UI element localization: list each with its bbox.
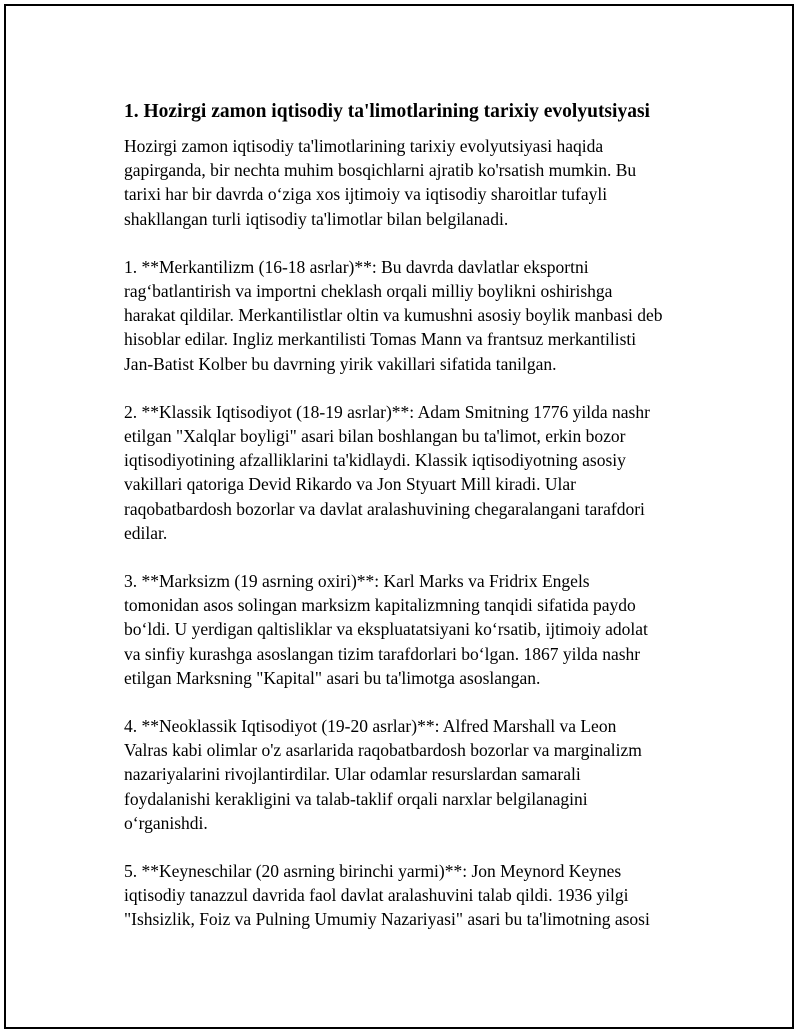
text-line: raqobatbardosh bozorlar va davlat aralashuvining chegaralangani tarafdori — [124, 498, 645, 519]
document-body — [124, 98, 704, 956]
text-line: 3. **Marksizm (19 asrning oxiri)**: Karl Marks va Fridrix Engels — [124, 571, 590, 592]
section-paragraph-5 — [124, 859, 704, 932]
text-line: nazariyalarini rivojlantirdilar. Ular odamlar resurslardan samarali — [124, 764, 581, 785]
text-line: 5. **Keyneschilar (20 asrning birinchi yarmi)**: Jon Meynord Keynes — [124, 861, 622, 882]
text-line: etilgan "Xalqlar boyligi" asari bilan boshlangan bu ta'limot, erkin bozor — [124, 426, 626, 447]
text-line: Jan-Batist Kolber bu davrning yirik vakillari sifatida tanilgan. — [124, 353, 557, 374]
section-paragraph-4 — [124, 714, 704, 835]
text-line: 2. **Klassik Iqtisodiyot (18-19 asrlar)**: Adam Smitning 1776 yilda nashr — [124, 401, 650, 422]
text-line: foydalanishi kerakligini va talab-taklif orqali narxlar belgilanagini — [124, 788, 588, 809]
text-line: Valras kabi olimlar o'z asarlarida raqobatbardosh bozorlar va marginalizm — [124, 740, 642, 761]
intro-paragraph — [124, 134, 704, 231]
text-line: iqtisodiy tanazzul davrida faol davlat aralashuvini talab qildi. 1936 yilgi — [124, 885, 629, 906]
text-line: Hozirgi zamon iqtisodiy ta'limotlarining tarixiy evolyutsiyasi haqida — [124, 136, 604, 156]
text-line: tarixi har bir davrda o‘ziga xos ijtimoiy va iqtisodiy sharoitlar tufayli — [124, 184, 608, 205]
text-line: etilgan Marksning "Kapital" asari bu ta'limotga asoslangan. — [124, 667, 541, 688]
text-line: va sinfiy kurashga asoslangan tizim tarafdorlari bo‘lgan. 1867 yilda nashr — [124, 643, 641, 664]
text-line: edilar. — [124, 522, 168, 543]
text-line: vakillari qatoriga Devid Rikardo va Jon Styuart Mill kiradi. Ular — [124, 474, 576, 495]
section-paragraph-1 — [124, 255, 704, 376]
text-line: iqtisodiyotining afzalliklarini ta'kidlaydi. Klassik iqtisodiyotning asosiy — [124, 450, 626, 471]
text-line: rag‘batlantirish va importni cheklash orqali milliy boylikni oshirishga — [124, 281, 613, 302]
paragraph-list — [124, 134, 704, 932]
text-line: shakllangan turli iqtisodiy ta'limotlar bilan belgilanadi. — [124, 208, 509, 229]
text-line: 1. **Merkantilizm (16-18 asrlar)**: Bu davrda davlatlar eksportni — [124, 256, 589, 277]
text-line: gapirganda, bir nechta muhim bosqichlarni ajratib ko'rsatish mumkin. Bu — [124, 160, 637, 181]
text-line: harakat qildilar. Merkantilistlar oltin va kumushni asosiy boylik manbasi deb — [124, 305, 663, 326]
text-line: tomonidan asos solingan marksizm kapitalizmning tanqidi sifatida paydo — [124, 595, 636, 616]
text-line: "Ishsizlik, Foiz va Pulning Umumiy Nazariyasi" asari bu ta'limotning asosi — [124, 909, 650, 930]
text-line: hisoblar edilar. Ingliz merkantilisti Tomas Mann va frantsuz merkantilisti — [124, 329, 637, 350]
document-title: 1. Hozirgi zamon iqtisodiy ta'limotlarining tarixiy evolyutsiyasi — [124, 101, 650, 122]
page-frame — [4, 4, 794, 1029]
text-line: bo‘ldi. U yerdigan qaltisliklar va ekspluatatsiyani ko‘rsatib, ijtimoiy adolat — [124, 619, 648, 640]
section-paragraph-2 — [124, 400, 704, 545]
section-paragraph-3 — [124, 569, 704, 690]
text-line: o‘rganishdi. — [124, 812, 208, 833]
text-line: 4. **Neoklassik Iqtisodiyot (19-20 asrlar)**: Alfred Marshall va Leon — [124, 716, 617, 737]
